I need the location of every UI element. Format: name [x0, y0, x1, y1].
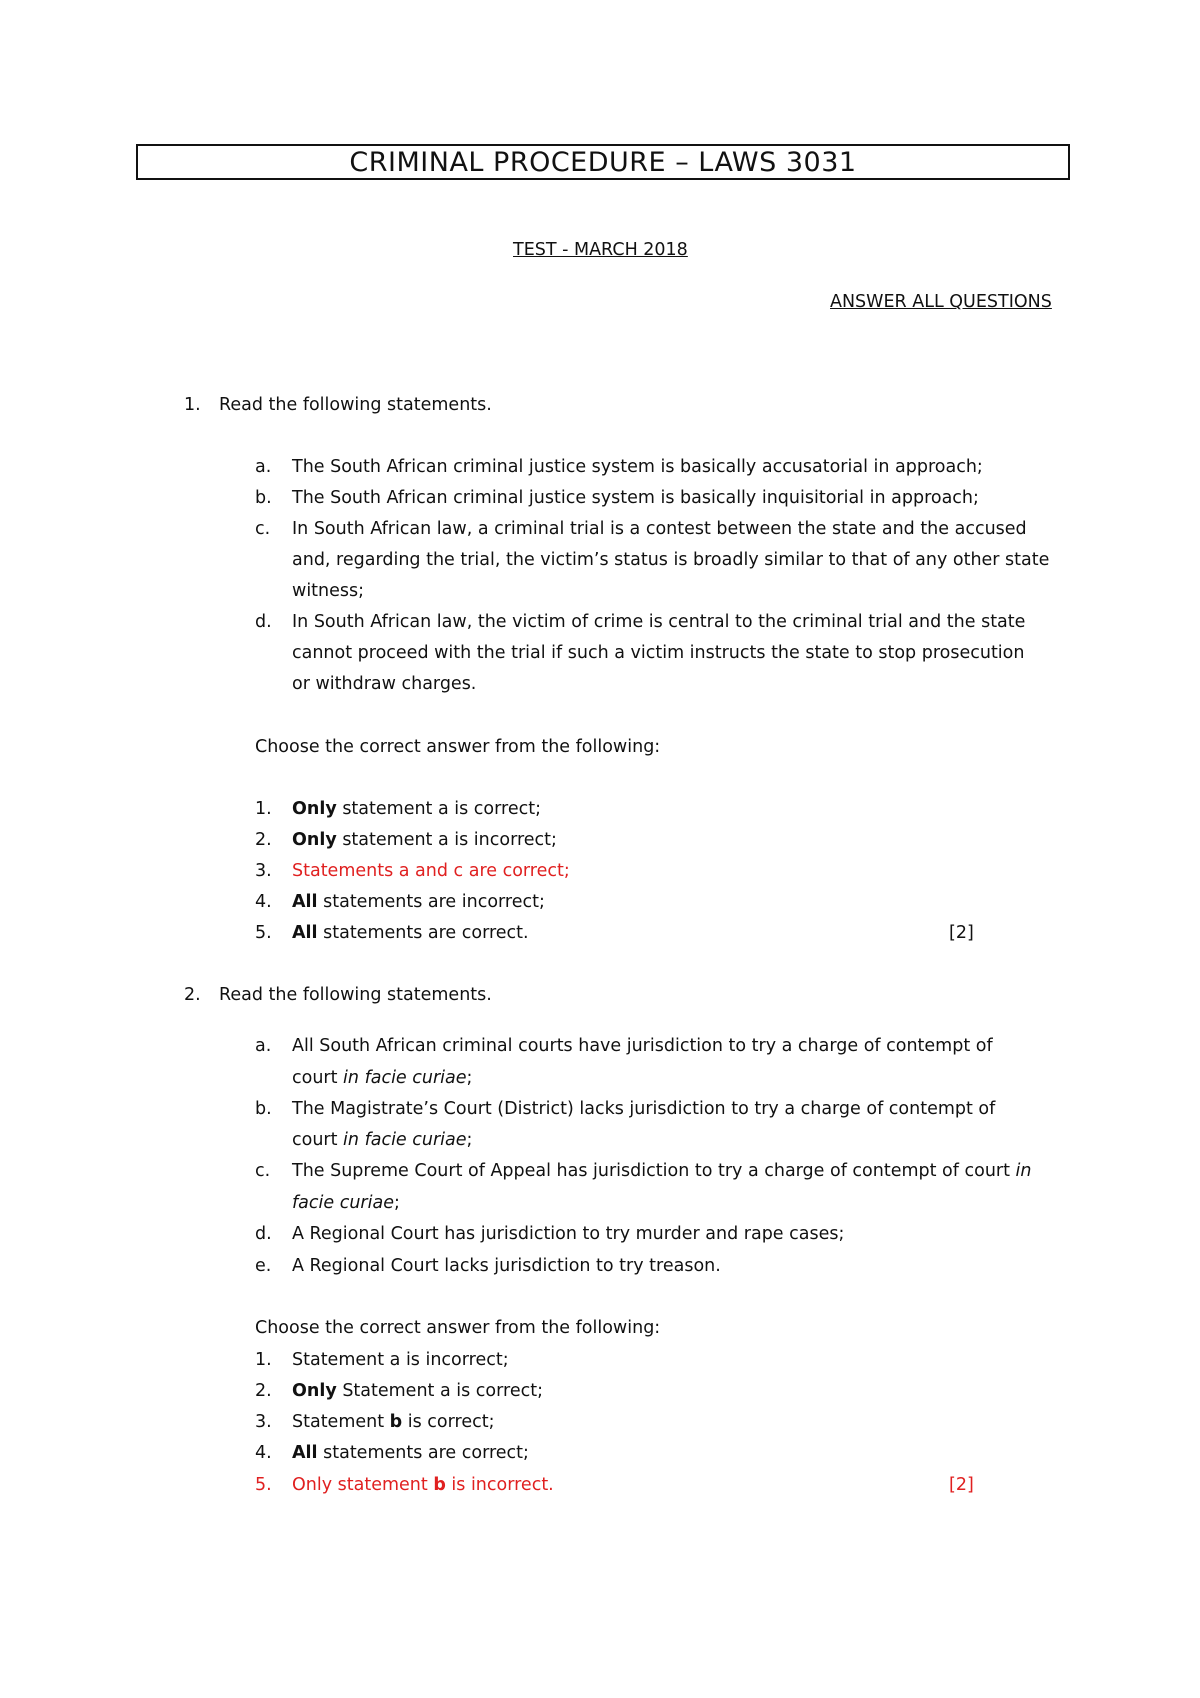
option-label: 4.	[255, 1443, 272, 1463]
marks-bracket: ]	[966, 1475, 974, 1495]
document-title: CRIMINAL PROCEDURE – LAWS 3031	[136, 144, 1070, 180]
option-label: 3.	[255, 1412, 272, 1432]
marks-indicator	[949, 923, 974, 943]
latin-term: facie curiae	[292, 1193, 394, 1213]
option-emphasis: All	[292, 1443, 318, 1463]
marks-bracket: [	[949, 923, 956, 943]
statement-text: In South African law, a criminal trial is a contest between the state and the accused	[292, 519, 1027, 539]
statement-label: c.	[255, 519, 271, 539]
option-label: 4.	[255, 892, 272, 912]
text-run: Only statement	[292, 1475, 434, 1495]
option-rest: statements are incorrect;	[317, 892, 545, 912]
text-run: ;	[466, 1130, 473, 1150]
option-text-correct	[292, 1475, 554, 1495]
option-label: 2.	[255, 1381, 272, 1401]
option-text	[292, 892, 545, 912]
option-rest: Statement a is correct;	[336, 1381, 543, 1401]
statement-text: and, regarding the trial, the victim’s status is broadly similar to that of any other state	[292, 550, 1050, 570]
option-emphasis: Only	[292, 799, 337, 819]
option-label: 2.	[255, 830, 272, 850]
option-text	[292, 1443, 529, 1463]
marks-bracket: ]	[966, 923, 974, 943]
choose-instruction: Choose the correct answer from the following:	[255, 1318, 661, 1338]
marks-value: 2	[955, 923, 967, 943]
option-rest: is correct;	[402, 1412, 495, 1432]
option-text	[292, 799, 541, 819]
choose-instruction: Choose the correct answer from the following:	[255, 737, 661, 757]
statement-text: A Regional Court has jurisdiction to try murder and rape cases;	[292, 1224, 845, 1244]
option-text: Statement a is incorrect;	[292, 1350, 509, 1370]
marks-bracket: [	[949, 1475, 956, 1495]
question-prompt: Read the following statements.	[219, 985, 492, 1005]
statement-label: b.	[255, 488, 272, 508]
option-label: 1.	[255, 1350, 272, 1370]
statement-text: The South African criminal justice system is basically inquisitorial in approach;	[292, 488, 979, 508]
test-date-heading: TEST - MARCH 2018	[513, 240, 688, 260]
option-emphasis: Only	[292, 830, 337, 850]
statement-text: A Regional Court lacks jurisdiction to try treason.	[292, 1256, 721, 1276]
statement-text	[292, 1161, 1032, 1181]
text-run: court	[292, 1130, 344, 1150]
statement-label: a.	[255, 457, 272, 477]
option-rest: statements are correct.	[317, 923, 529, 943]
statement-text: All South African criminal courts have jurisdiction to try a charge of contempt of	[292, 1036, 993, 1056]
statement-label: a.	[255, 1036, 272, 1056]
latin-term: in facie curiae	[343, 1130, 467, 1150]
text-run: The Supreme Court of Appeal has jurisdiction to try a charge of contempt of court	[292, 1161, 1016, 1181]
text-run: ;	[393, 1193, 400, 1213]
option-rest: statement a is correct;	[336, 799, 541, 819]
question-number: 2.	[184, 985, 201, 1005]
question-number: 1.	[184, 395, 201, 415]
option-emphasis: b	[433, 1475, 446, 1495]
latin-term: in	[1015, 1161, 1032, 1181]
option-text	[292, 923, 529, 943]
statement-label: d.	[255, 612, 272, 632]
marks-value: 2	[955, 1475, 967, 1495]
statement-text	[292, 1068, 472, 1088]
option-rest: is incorrect.	[445, 1475, 554, 1495]
statement-text: or withdraw charges.	[292, 674, 477, 694]
marks-indicator	[949, 1475, 974, 1495]
statement-label: c.	[255, 1161, 271, 1181]
statement-text: witness;	[292, 581, 365, 601]
option-rest: statement a is incorrect;	[336, 830, 557, 850]
text-run: court	[292, 1068, 344, 1088]
statement-text: In South African law, the victim of crime is central to the criminal trial and the state	[292, 612, 1026, 632]
option-text	[292, 1412, 494, 1432]
statement-text	[292, 1130, 472, 1150]
option-emphasis: b	[389, 1412, 403, 1432]
text-run: ;	[466, 1068, 473, 1088]
option-emphasis: All	[292, 923, 318, 943]
statement-text: cannot proceed with the trial if such a victim instructs the state to stop prosecution	[292, 643, 1025, 663]
instruction-heading: ANSWER ALL QUESTIONS	[830, 292, 1052, 312]
text-run: Statement	[292, 1412, 390, 1432]
option-emphasis: All	[292, 892, 318, 912]
option-text-correct: Statements a and c are correct;	[292, 861, 570, 881]
option-text	[292, 1381, 543, 1401]
option-text	[292, 830, 557, 850]
option-label: 5.	[255, 1475, 272, 1495]
option-label: 3.	[255, 861, 272, 881]
option-label: 1.	[255, 799, 272, 819]
statement-label: b.	[255, 1099, 272, 1119]
statement-text: The South African criminal justice system is basically accusatorial in approach;	[292, 457, 983, 477]
statement-text	[292, 1193, 400, 1213]
option-rest: statements are correct;	[317, 1443, 529, 1463]
question-prompt: Read the following statements.	[219, 395, 492, 415]
statement-label: d.	[255, 1224, 272, 1244]
statement-label: e.	[255, 1256, 272, 1276]
option-label: 5.	[255, 923, 272, 943]
latin-term: in facie curiae	[343, 1068, 467, 1088]
option-emphasis: Only	[292, 1381, 337, 1401]
statement-text: The Magistrate’s Court (District) lacks jurisdiction to try a charge of contempt of	[292, 1099, 996, 1119]
